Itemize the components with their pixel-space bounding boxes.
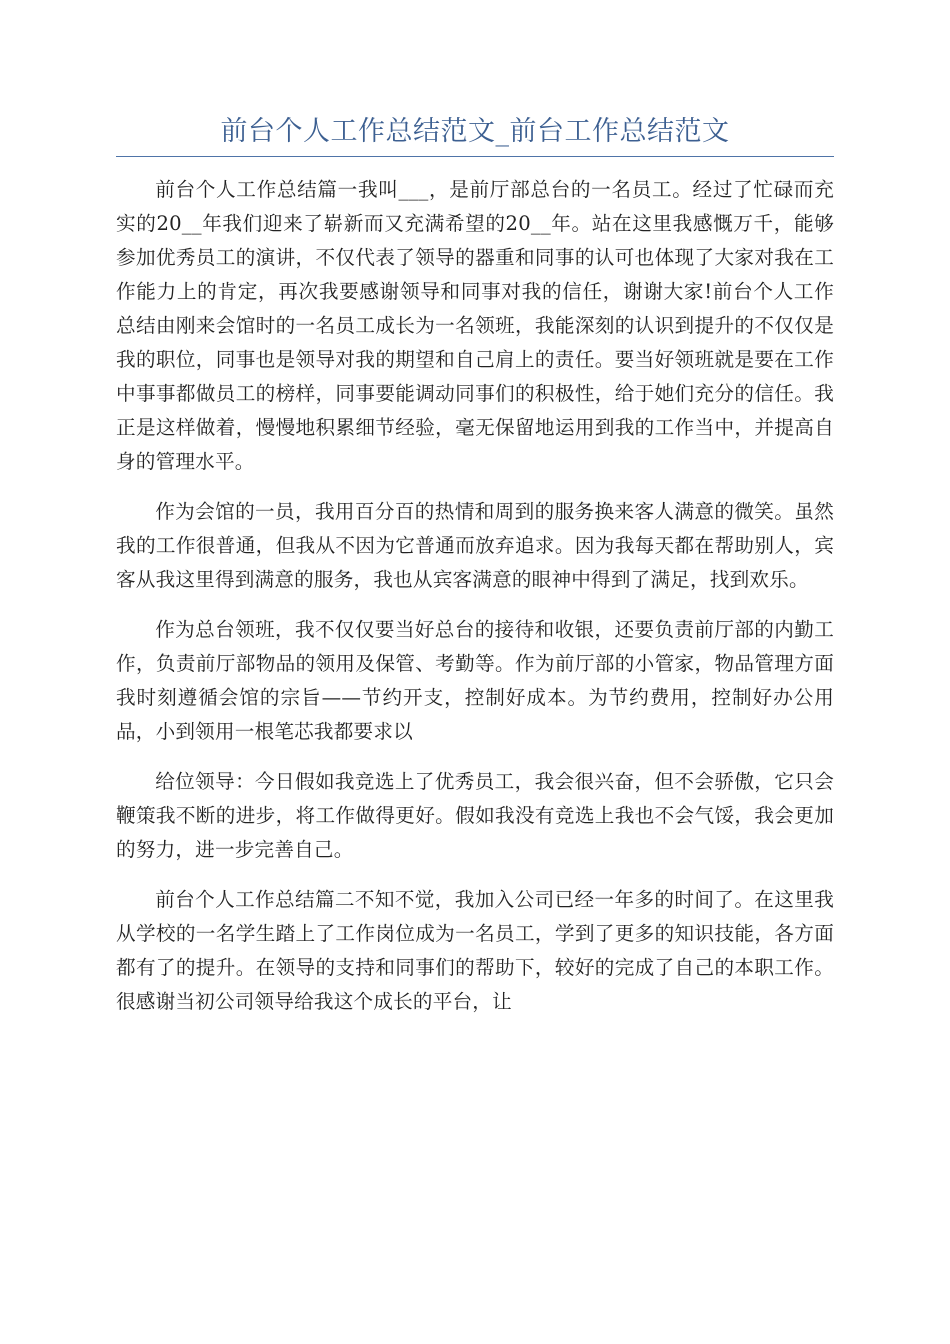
title-block — [116, 112, 834, 157]
paragraph-2: 作为会馆的一员，我用百分百的热情和周到的服务换来客人满意的微笑。虽然我的工作很普通，但我从不因为它普通而放弃追求。因为我每天都在帮助别人，宾客从我这里得到满意的服务，我也从宾客满意的眼神中得到了满足，找到欢乐。 — [116, 500, 834, 591]
paragraph-1: 前台个人工作总结篇一我叫___，是前厅部总台的一名员工。经过了忙碌而充实的20__年我们迎来了崭新而又充满希望的20__年。站在这里我感慨万千，能够参加优秀员工的演讲，不仅代表了领导的器重和同事的认可也体现了大家对我在工作能力上的肯定，再次我要感谢领导和同事对我的信任，谢谢大家!前台个人工作总结由刚来会馆时的一名员工成长为一名领班，我能深刻的认识到提升的不仅仅是我的职位，同事也是领导对我的期望和自己肩上的责任。要当好领班就是要在工作中事事都做员工的榜样，同事要能调动同事们的积极性，给于她们充分的信任。我正是这样做着，慢慢地积累细节经验，毫无保留地运用到我的工作当中，并提高自身的管理水平。 — [116, 178, 834, 473]
page-title: 前台个人工作总结范文_前台工作总结范文 — [220, 116, 730, 147]
document-body — [116, 173, 834, 1035]
paragraph-4: 给位领导：今日假如我竞选上了优秀员工，我会很兴奋，但不会骄傲，它只会鞭策我不断的进步，将工作做得更好。假如我没有竞选上我也不会气馁，我会更加的努力，进一步完善自己。 — [116, 770, 834, 861]
paragraph-3: 作为总台领班，我不仅仅要当好总台的接待和收银，还要负责前厅部的内勤工作，负责前厅部物品的领用及保管、考勤等。作为前厅部的小管家，物品管理方面我时刻遵循会馆的宗旨——节约开支，控制好成本。为节约费用，控制好办公用品，小到领用一根笔芯我都要求以 — [116, 618, 834, 743]
paragraph-5: 前台个人工作总结篇二不知不觉，我加入公司已经一年多的时间了。在这里我从学校的一名学生踏上了工作岗位成为一名员工，学到了更多的知识技能，各方面都有了的提升。在领导的支持和同事们的帮助下，较好的完成了自己的本职工作。很感谢当初公司领导给我这个成长的平台，让 — [116, 888, 834, 1013]
